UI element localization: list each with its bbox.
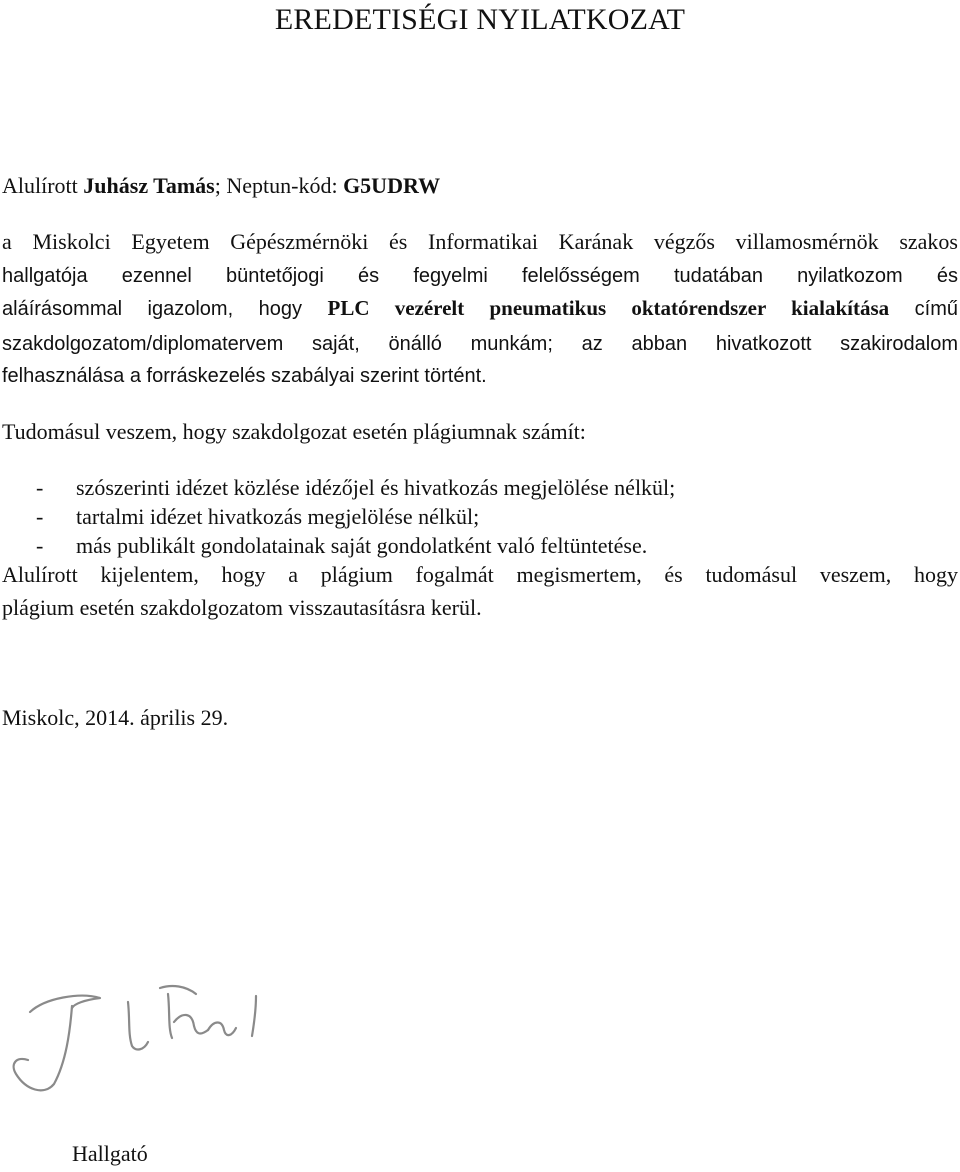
p1-line-1: a Miskolci Egyetem Gépészmérnöki és Informatikai Karának végzős villamosmérnök szakos	[2, 229, 958, 254]
p1-line-5: felhasználása a forráskezelés szabályai szerint történt.	[2, 365, 487, 387]
intro-line	[2, 172, 440, 200]
p1-line-2: hallgatója ezennel büntetőjogi és fegyelmi felelősségem tudatában nyilatkozom és	[2, 265, 958, 287]
bullet-dash: -	[36, 533, 44, 558]
place-date: Miskolc, 2014. április 29.	[2, 705, 229, 730]
p3-line-2: plágium esetén szakdolgozatom visszautasításra kerül.	[2, 595, 482, 620]
thesis-title: PLC vezérelt pneumatikus oktatórendszer kialakítása	[327, 296, 890, 320]
plagiarism-item	[36, 474, 675, 502]
neptun-code: G5UDRW	[343, 173, 441, 198]
bullet-text: szószerinti idézet közlése idézőjel és hivatkozás megjelölése nélkül;	[76, 475, 676, 500]
document-title: EREDETISÉGI NYILATKOZAT	[274, 3, 686, 36]
p1-line-4: szakdolgozatom/diplomatervem saját, önálló munkám; az abban hivatkozott szakirodalom	[2, 333, 958, 355]
bullet-dash: -	[36, 475, 44, 500]
p1-line-3	[2, 294, 958, 323]
p3-line-1: Alulírott kijelentem, hogy a plágium fogalmát megismertem, és tudomásul veszem, hogy	[2, 562, 958, 587]
plagiarism-item	[36, 532, 647, 560]
bullet-text: tartalmi idézet hivatkozás megjelölése nélkül;	[76, 504, 480, 529]
p1-line-3-post: című	[889, 298, 958, 320]
plagiarism-intro: Tudomásul veszem, hogy szakdolgozat esetén plágiumnak számít:	[2, 419, 586, 444]
bullet-text: más publikált gondolatainak saját gondolatként való feltüntetése.	[76, 533, 648, 558]
bullet-dash: -	[36, 504, 44, 529]
student-name: Juhász Tamás	[83, 173, 215, 198]
signature-role-label: Hallgató	[72, 1141, 148, 1166]
plagiarism-item	[36, 503, 479, 531]
intro-prefix: Alulírott	[2, 173, 84, 198]
intro-mid: ; Neptun-kód:	[214, 173, 344, 198]
p1-line-3-pre: aláírásommal igazolom, hogy	[2, 298, 328, 320]
handwritten-signature	[0, 972, 290, 1102]
